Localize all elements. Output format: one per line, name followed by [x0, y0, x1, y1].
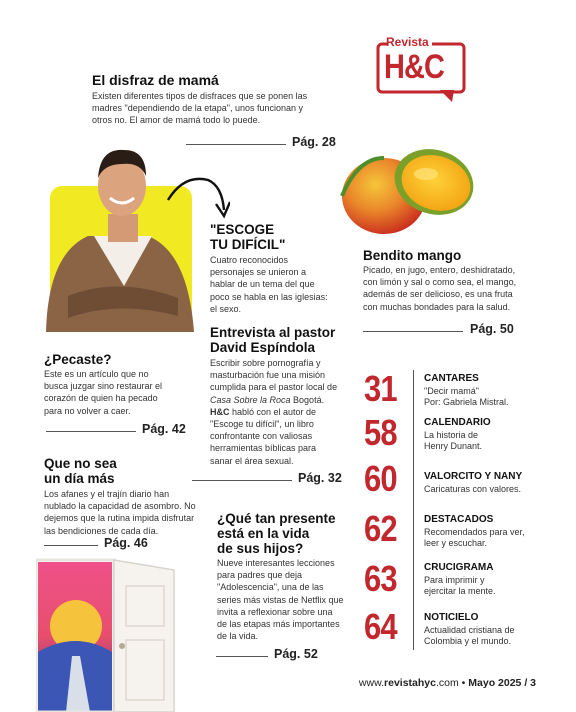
- hijos-rule: [216, 656, 268, 657]
- disfraz-page[interactable]: Pág. 28: [292, 135, 336, 149]
- dia-title-1: Que no sea: [44, 456, 117, 471]
- section-desc-2: ejercitar la mente.: [424, 586, 496, 596]
- photo-david-espindola: [38, 136, 210, 332]
- footer-issue: Mayo 2025: [468, 677, 522, 689]
- section-title[interactable]: CRUCIGRAMA: [424, 562, 494, 573]
- section-desc-1: "Decir mamá": [424, 386, 479, 396]
- section-desc-1: Actualidad cristiana de: [424, 625, 515, 635]
- footer-site-pre: www.: [358, 677, 385, 689]
- curved-arrow-icon: [164, 172, 230, 224]
- mango-image: [338, 138, 478, 238]
- section-number: 64: [364, 606, 397, 647]
- section-desc-2: Colombia y el mundo.: [424, 636, 512, 646]
- footer-site-bold[interactable]: revistahyc: [384, 677, 436, 689]
- dia-text: Los afanes y el trajín diario han nublado la capacidad de asombro. No dejemos que la rutina impida disfrutar las bendiciones de cada día.: [44, 489, 196, 536]
- entrevista-text: [210, 357, 340, 467]
- dia-title-2: un día más: [44, 471, 115, 486]
- entrevista-text-c: habló con el autor de "Escoge tu difícil", un libro confrontante con valiosas herramientas bíblicas para sanar el área sexual.: [210, 406, 317, 466]
- footer: [359, 677, 536, 689]
- section-desc-2: Henry Dunant.: [424, 441, 483, 451]
- mango-rule: [363, 331, 463, 332]
- pecaste-page[interactable]: Pág. 42: [142, 422, 186, 436]
- section-desc-1: Caricaturas con valores.: [424, 484, 522, 494]
- hijos-text: Nueve interesantes lecciones para padres que deja "Adolescencia", una de las series más vistas de Netflix que invita a reflexionar sobre una de las etapas más importantes de la vida.: [217, 558, 344, 642]
- disfraz-text: Existen diferentes tipos de disfraces que se ponen las madres "dependiendo de la etapa", unos funcionan y otros no. El amor de mamá todo lo puede.: [92, 91, 308, 126]
- entrevista-text-a: Escribir sobre pornografía y masturbación fue una misión cumplida para el pastor local de: [210, 358, 338, 393]
- section-number: 31: [364, 368, 397, 409]
- section-desc-1: La historia de: [424, 430, 479, 440]
- section-desc-2: Por: Gabriela Mistral.: [424, 397, 509, 407]
- entrevista-text-b: Bogotá.: [290, 394, 325, 405]
- entrevista-text-italic: Casa Sobre la Roca: [210, 394, 291, 405]
- escoge-text: Cuatro reconocidos personajes se unieron a hablar de un tema del que poco se habla en las iglesias: el sexo.: [210, 255, 328, 314]
- hijos-title-3: de sus hijos?: [217, 541, 304, 556]
- escoge-title-1: "ESCOGE: [210, 222, 275, 237]
- section-desc-1: Para imprimir y: [424, 575, 485, 585]
- pecaste-rule: [46, 431, 136, 432]
- hijos-title-2: está en la vida: [217, 526, 310, 541]
- logo-brand: H&C: [384, 48, 445, 86]
- disfraz-title: El disfraz de mamá: [92, 72, 219, 88]
- entrevista-title-2: David Espíndola: [210, 340, 316, 355]
- logo-revista: Revista: [386, 35, 429, 49]
- section-title[interactable]: CALENDARIO: [424, 417, 491, 428]
- hijos-page[interactable]: Pág. 52: [274, 647, 318, 661]
- entrevista-page[interactable]: Pág. 32: [298, 471, 342, 485]
- footer-site-post: .com: [435, 677, 459, 689]
- section-number: 60: [364, 458, 397, 499]
- pecaste-text: Este es un artículo que no busca juzgar sino restaurar el corazón de quien ha pecado para no volver a caer.: [44, 369, 163, 416]
- entrevista-title-1: Entrevista al pastor: [210, 325, 336, 340]
- sections-divider: [413, 370, 414, 650]
- section-title[interactable]: DESTACADOS: [424, 514, 494, 525]
- footer-sep: /: [524, 677, 528, 689]
- pecaste-title: ¿Pecaste?: [44, 352, 112, 367]
- entrevista-text-bold: H&C: [210, 406, 230, 417]
- footer-bullet: •: [461, 677, 466, 689]
- footer-page-number: 3: [530, 677, 536, 689]
- section-title[interactable]: NOTICIELO: [424, 612, 479, 623]
- door-image: [36, 556, 178, 712]
- entrevista-rule: [192, 480, 292, 481]
- hijos-title-1: ¿Qué tan presente: [217, 511, 336, 526]
- section-number: 62: [364, 508, 397, 549]
- section-number: 63: [364, 558, 397, 599]
- dia-page[interactable]: Pág. 46: [104, 536, 148, 550]
- section-number: 58: [364, 412, 397, 453]
- section-desc-1: Recomendados para ver,: [424, 527, 525, 537]
- escoge-title-2: TU DIFÍCIL": [210, 237, 286, 252]
- dia-rule: [44, 545, 98, 546]
- mango-title: Bendito mango: [363, 248, 462, 263]
- mango-page[interactable]: Pág. 50: [470, 322, 514, 336]
- section-title[interactable]: CANTARES: [424, 373, 479, 384]
- brand-logo: [374, 32, 470, 104]
- mango-text: Picado, en jugo, entero, deshidratado, con limón y sal o como sea, el mango, además de ser delicioso, es una fruta con muchas bondades para la salud.: [363, 265, 517, 312]
- section-desc-2: leer y escuchar.: [424, 538, 488, 548]
- section-title[interactable]: VALORCITO Y NANY: [424, 471, 523, 482]
